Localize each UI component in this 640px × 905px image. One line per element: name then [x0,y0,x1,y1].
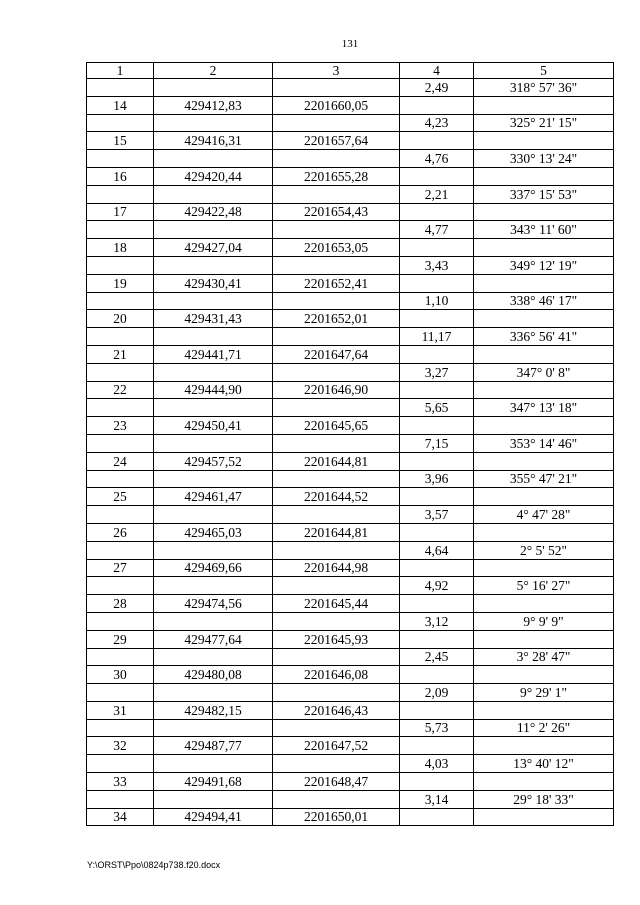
table-cell [400,203,474,221]
table-cell [154,790,273,808]
table-cell: 429416,31 [154,132,273,150]
table-cell [400,132,474,150]
table-cell: 429427,04 [154,239,273,257]
table-cell [154,434,273,452]
table-cell: 2201645,93 [273,630,400,648]
table-cell: 347° 13' 18" [474,399,614,417]
table-cell [154,363,273,381]
table-cell [400,666,474,684]
table-cell [273,256,400,274]
table-row [87,630,614,648]
table-row [87,701,614,719]
table-row [87,345,614,363]
table-cell: 22 [87,381,154,399]
table-cell: 31 [87,701,154,719]
table-cell [474,274,614,292]
table-cell: 23 [87,417,154,435]
table-row [87,239,614,257]
table-row [87,256,614,274]
table-row [87,363,614,381]
table-row [87,452,614,470]
table-cell: 429441,71 [154,345,273,363]
table-cell [400,417,474,435]
table-cell [154,648,273,666]
table-cell [87,612,154,630]
table-cell: 355° 47' 21" [474,470,614,488]
table-cell: 429494,41 [154,808,273,826]
table-cell: 2201644,52 [273,488,400,506]
table-cell: 25 [87,488,154,506]
table-cell [154,185,273,203]
table-cell [400,808,474,826]
table-cell: 353° 14' 46" [474,434,614,452]
table-cell [87,470,154,488]
table-row [87,612,614,630]
table-cell [400,773,474,791]
table-cell [400,381,474,399]
table-cell [273,577,400,595]
table-cell: 4,77 [400,221,474,239]
table-cell [154,755,273,773]
table-row [87,577,614,595]
table-cell: 32 [87,737,154,755]
table-cell: 2,21 [400,185,474,203]
table-cell: 347° 0' 8" [474,363,614,381]
column-header: 3 [273,63,400,79]
table-row [87,274,614,292]
table-row [87,648,614,666]
table-cell: 3,12 [400,612,474,630]
table-cell [87,292,154,310]
table-cell [273,114,400,132]
table-cell: 338° 46' 17" [474,292,614,310]
table-cell: 2,09 [400,684,474,702]
table-row [87,310,614,328]
table-row [87,185,614,203]
table-cell: 11° 2' 26" [474,719,614,737]
table-cell: 4,03 [400,755,474,773]
table-row [87,79,614,97]
table-cell: 2201652,01 [273,310,400,328]
table-cell: 14 [87,96,154,114]
table-cell: 3° 28' 47" [474,648,614,666]
table-cell: 2201644,81 [273,523,400,541]
table-cell: 337° 15' 53" [474,185,614,203]
table-cell [273,292,400,310]
table-cell: 429480,08 [154,666,273,684]
table-cell: 429474,56 [154,595,273,613]
table-row [87,150,614,168]
table-row [87,666,614,684]
table-cell [154,684,273,702]
table-cell: 429465,03 [154,523,273,541]
table-cell: 1,10 [400,292,474,310]
table-cell: 429412,83 [154,96,273,114]
table-cell: 2201647,52 [273,737,400,755]
table-cell: 4,92 [400,577,474,595]
table-cell: 9° 29' 1" [474,684,614,702]
table-cell: 7,15 [400,434,474,452]
table-cell [400,701,474,719]
table-cell [87,755,154,773]
table-cell [273,755,400,773]
table-cell: 3,96 [400,470,474,488]
table-cell: 429491,68 [154,773,273,791]
table-row [87,381,614,399]
table-cell: 15 [87,132,154,150]
table-cell [474,701,614,719]
table-cell [87,150,154,168]
table-cell: 2201652,41 [273,274,400,292]
table-cell: 349° 12' 19" [474,256,614,274]
table-cell [87,221,154,239]
table-cell: 325° 21' 15" [474,114,614,132]
table-cell [474,381,614,399]
table-cell [400,274,474,292]
table-row [87,790,614,808]
table-cell [154,541,273,559]
table-cell: 2201645,65 [273,417,400,435]
table-cell: 16 [87,167,154,185]
table-row [87,773,614,791]
table-cell [273,541,400,559]
column-header: 2 [154,63,273,79]
table-cell [273,363,400,381]
table-cell [87,577,154,595]
column-header: 5 [474,63,614,79]
table-cell [474,310,614,328]
table-cell: 429431,43 [154,310,273,328]
table-cell [400,559,474,577]
table-cell: 3,57 [400,506,474,524]
table-cell: 19 [87,274,154,292]
table-row [87,417,614,435]
table-cell: 4° 47' 28" [474,506,614,524]
table-cell [273,150,400,168]
table-cell [400,523,474,541]
table-cell [400,239,474,257]
table-cell [400,452,474,470]
table-row [87,541,614,559]
table-cell: 2201646,90 [273,381,400,399]
table-cell [474,417,614,435]
table-cell: 343° 11' 60" [474,221,614,239]
table-cell [87,541,154,559]
table-cell [474,523,614,541]
table-cell: 429487,77 [154,737,273,755]
table-cell [87,434,154,452]
page-number: 131 [341,38,359,50]
table-cell [474,239,614,257]
table-cell: 429477,64 [154,630,273,648]
table-row [87,523,614,541]
table-cell [273,434,400,452]
table-cell [474,808,614,826]
table-cell [154,612,273,630]
table-row [87,506,614,524]
table-cell: 26 [87,523,154,541]
table-cell [273,612,400,630]
table-row [87,595,614,613]
table-cell: 30 [87,666,154,684]
table-cell: 2201653,05 [273,239,400,257]
table-row [87,559,614,577]
table-cell: 4,23 [400,114,474,132]
table-cell [87,684,154,702]
table-cell: 4,76 [400,150,474,168]
table-cell: 429482,15 [154,701,273,719]
table-row [87,292,614,310]
table-cell [400,630,474,648]
table-cell [273,648,400,666]
table-cell [474,132,614,150]
table-cell: 3,27 [400,363,474,381]
table-cell [87,328,154,346]
table-cell [474,737,614,755]
table-row [87,114,614,132]
table-cell: 429450,41 [154,417,273,435]
table-cell [273,684,400,702]
table-row [87,755,614,773]
table-cell [474,345,614,363]
table-cell [154,719,273,737]
table-cell: 27 [87,559,154,577]
table-cell: 336° 56' 41" [474,328,614,346]
table-cell: 3,43 [400,256,474,274]
table-cell [154,399,273,417]
table-cell: 34 [87,808,154,826]
table-row [87,132,614,150]
table-row [87,434,614,452]
table-cell: 2201646,08 [273,666,400,684]
table-cell [273,221,400,239]
table-row [87,488,614,506]
table-cell [154,470,273,488]
table-cell: 429457,52 [154,452,273,470]
table-row [87,719,614,737]
table-cell: 429430,41 [154,274,273,292]
table-cell [273,790,400,808]
table-cell: 11,17 [400,328,474,346]
table-cell [400,737,474,755]
table-cell [474,595,614,613]
table-cell [474,488,614,506]
table-cell: 2201648,47 [273,773,400,791]
table-cell [87,506,154,524]
table-cell [87,185,154,203]
table-cell: 2201644,81 [273,452,400,470]
table-cell [87,363,154,381]
table-cell: 5,65 [400,399,474,417]
table-cell [400,310,474,328]
table-cell [474,666,614,684]
table-cell [154,150,273,168]
table-cell [154,114,273,132]
table-cell: 318° 57' 36" [474,79,614,97]
table-cell: 2201646,43 [273,701,400,719]
table-cell: 21 [87,345,154,363]
table-cell: 2201657,64 [273,132,400,150]
table-cell: 29 [87,630,154,648]
table-cell [273,506,400,524]
table-cell: 9° 9' 9" [474,612,614,630]
table-cell [87,399,154,417]
table-header-row [87,63,614,79]
table-cell: 28 [87,595,154,613]
table-row [87,684,614,702]
table-cell [474,167,614,185]
table-cell [474,630,614,648]
table-row [87,399,614,417]
table-cell [474,452,614,470]
table-row [87,808,614,826]
table-cell [87,648,154,666]
table-row [87,96,614,114]
table-cell: 5,73 [400,719,474,737]
file-path-footer: Y:\ORST\Ppo\0824p738.f20.docx [87,860,221,870]
table-row [87,470,614,488]
table-cell: 18 [87,239,154,257]
table-cell [400,488,474,506]
table-cell: 17 [87,203,154,221]
table-cell [474,559,614,577]
table-cell [154,292,273,310]
table-row [87,167,614,185]
table-cell [87,719,154,737]
table-cell [474,203,614,221]
table-cell [273,79,400,97]
table-cell [154,256,273,274]
table-cell [400,167,474,185]
table-cell: 29° 18' 33" [474,790,614,808]
table-cell: 2201650,01 [273,808,400,826]
table-cell [154,328,273,346]
table-cell [400,345,474,363]
table-cell: 330° 13' 24" [474,150,614,168]
table-cell: 5° 16' 27" [474,577,614,595]
table-cell [273,328,400,346]
table-cell: 2201647,64 [273,345,400,363]
table-cell [474,773,614,791]
table-cell [87,79,154,97]
table-cell: 2201660,05 [273,96,400,114]
table-cell [273,719,400,737]
table-cell [87,256,154,274]
column-header: 1 [87,63,154,79]
table-row [87,737,614,755]
table-cell [273,470,400,488]
table-cell: 2201654,43 [273,203,400,221]
table-row [87,221,614,239]
table-cell [273,185,400,203]
table-cell [154,506,273,524]
table-cell: 33 [87,773,154,791]
table-cell [154,221,273,239]
table-cell: 4,64 [400,541,474,559]
column-header: 4 [400,63,474,79]
table-cell: 2,45 [400,648,474,666]
table-cell: 13° 40' 12" [474,755,614,773]
table-cell: 429420,44 [154,167,273,185]
table-row [87,203,614,221]
table-cell [400,595,474,613]
table-cell: 429422,48 [154,203,273,221]
table-cell [474,96,614,114]
table-cell [154,577,273,595]
table-cell: 429469,66 [154,559,273,577]
table-cell: 429444,90 [154,381,273,399]
table-cell: 2201644,98 [273,559,400,577]
table-cell: 2,49 [400,79,474,97]
table-cell: 2201645,44 [273,595,400,613]
table-cell: 2° 5' 52" [474,541,614,559]
table-cell: 3,14 [400,790,474,808]
coordinates-table [86,62,614,826]
table-cell: 2201655,28 [273,167,400,185]
table-row [87,328,614,346]
table-cell [87,114,154,132]
table-cell [87,790,154,808]
table-cell: 20 [87,310,154,328]
table-cell [400,96,474,114]
table-cell: 24 [87,452,154,470]
table-cell: 429461,47 [154,488,273,506]
table-cell [154,79,273,97]
table-cell [273,399,400,417]
